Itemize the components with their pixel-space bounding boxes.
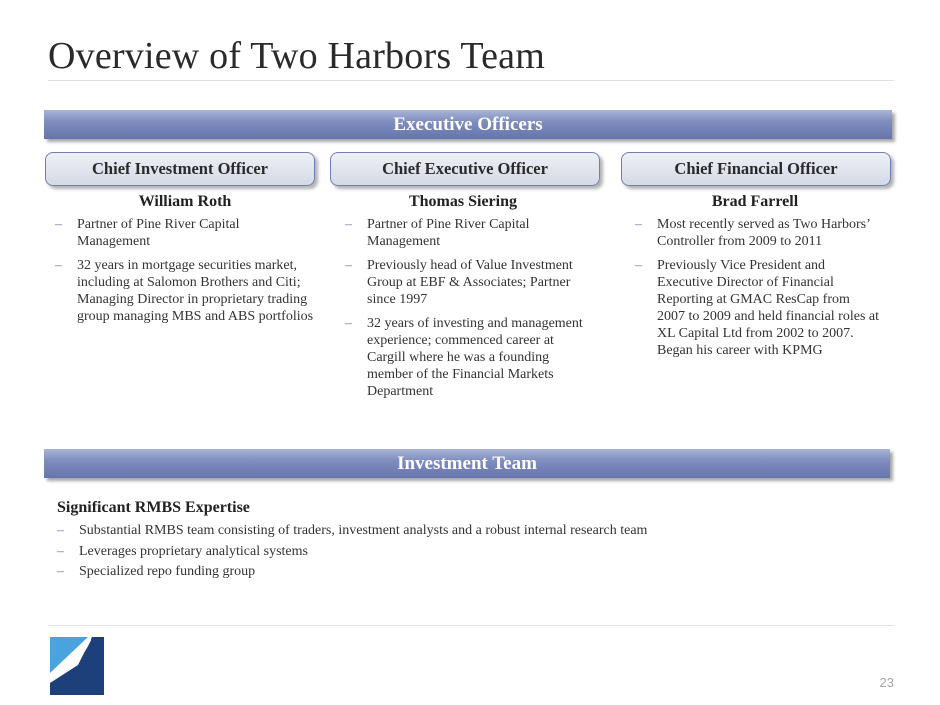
page-number: 23 — [879, 675, 894, 690]
footer-divider — [48, 625, 894, 626]
investment-bullets — [57, 521, 877, 583]
list-item: – Leverages proprietary analytical systems — [57, 542, 877, 563]
role-chief-executive-officer: Chief Executive Officer — [330, 152, 600, 186]
two-harbors-logo-icon — [48, 635, 105, 697]
title-divider — [48, 80, 894, 81]
list-item: – 32 years of investing and management experience; commenced career at Cargill where he was a founding member of the Financial Markets Department — [345, 316, 583, 399]
list-item: – Partner of Pine River Capital Management — [345, 217, 530, 249]
bullet-dash: – — [635, 258, 642, 273]
officer-name-farrell: Brad Farrell — [711, 193, 799, 210]
investment-team-banner: Investment Team — [44, 449, 890, 478]
bullet-dash: – — [345, 316, 352, 331]
officer-bullets-farrell — [635, 216, 880, 366]
list-item: – Previously Vice President and Executive Director of Financial Reporting at GMAC ResCap from 2007 to 2009 and held financial roles at XL Capital Ltd from 2002 to 2007. Began his career with KPMG — [635, 258, 879, 358]
bullet-dash: – — [57, 543, 64, 559]
list-item: – 32 years in mortgage securities market, including at Salomon Brothers and Citi; Managing Director in proprietary trading group managing MBS and ABS portfolios — [55, 258, 314, 324]
bullet-dash: – — [345, 217, 352, 232]
list-item: – Specialized repo funding group — [57, 562, 877, 583]
officer-name-roth: William Roth — [138, 193, 232, 210]
list-item: – Most recently served as Two Harbors’ Controller from 2009 to 2011 — [635, 217, 870, 249]
bullet-dash: – — [57, 564, 64, 579]
officer-bullets-siering — [345, 216, 590, 407]
role-chief-investment-officer: Chief Investment Officer — [45, 152, 315, 186]
bullet-dash: – — [55, 217, 62, 232]
list-item: – Previously head of Value Investment Group at EBF & Associates; Partner since 1997 — [345, 258, 573, 307]
officer-name-siering: Thomas Siering — [408, 193, 517, 210]
investment-heading: Significant RMBS Expertise — [57, 499, 250, 516]
page-title: Overview of Two Harbors Team — [48, 35, 545, 77]
bullet-dash: – — [635, 217, 642, 232]
executive-officers-banner: Executive Officers — [44, 110, 892, 139]
bullet-dash: – — [55, 258, 62, 273]
role-chief-financial-officer: Chief Financial Officer — [621, 152, 891, 186]
bullet-dash: – — [57, 523, 64, 538]
officer-bullets-roth — [55, 216, 315, 332]
bullet-dash: – — [345, 258, 352, 273]
list-item: – Substantial RMBS team consisting of traders, investment analysts and a robust internal research team — [57, 521, 877, 542]
list-item: – Partner of Pine River Capital Management — [55, 217, 240, 249]
